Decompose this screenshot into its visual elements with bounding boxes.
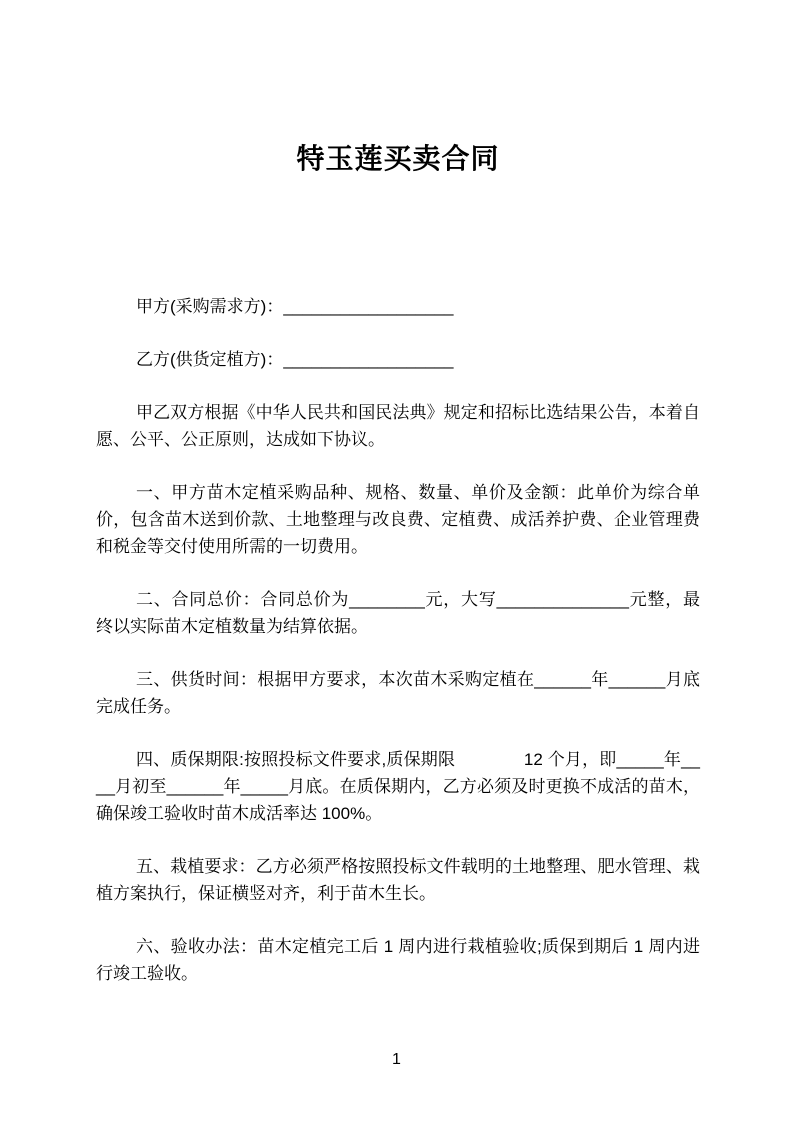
party-line: [96, 293, 700, 320]
contract-paragraph: 三、供货时间：根据甲方要求，本次苗木采购定植在______年______月底完成任务。: [96, 670, 700, 716]
party-blank-line: __________________: [283, 350, 454, 369]
contract-paragraph: 甲乙双方根据《中华人民共和国民法典》规定和招标比选结果公告，本着自愿、公平、公正原则，达成如下协议。: [96, 403, 700, 449]
party-lines: [96, 293, 700, 373]
party-label: 甲方(采购需求方)：: [136, 297, 284, 316]
document-title: 特玉莲买卖合同: [296, 143, 500, 174]
contract-paragraph: 一、甲方苗木定植采购品种、规格、数量、单价及金额：此单价为综合单价，包含苗木送到价款、土地整理与改良费、定植费、成活养护费、企业管理费和税金等交付使用所需的一切费用。: [96, 483, 700, 556]
page-number: 1: [392, 1051, 401, 1068]
contract-paragraph: 二、合同总价：合同总价为________元，大写______________元整，最终以实际苗木定植数量为结算依据。: [96, 590, 700, 636]
party-line: [96, 346, 700, 373]
contract-paragraph: 五、栽植要求：乙方必须严格按照投标文件载明的土地整理、肥水管理、栽植方案执行，保证横竖对齐，利于苗木生长。: [96, 857, 700, 903]
contract-paragraph: 六、验收办法：苗木定植完工后 1 周内进行栽植验收;质保到期后 1 周内进行竣工验收。: [96, 937, 700, 983]
contract-paragraphs: [96, 399, 700, 987]
party-label: 乙方(供货定植方)：: [136, 350, 284, 369]
contract-paragraph: 四、质保期限:按照投标文件要求,质保期限 12 个月，即_____年____月初至______年_____月底。在质保期内，乙方必须及时更换不成活的苗木，确保竣工验收时苗木成活率达 100%。: [96, 750, 700, 823]
party-blank-line: __________________: [283, 297, 454, 316]
document-body: [96, 0, 700, 987]
